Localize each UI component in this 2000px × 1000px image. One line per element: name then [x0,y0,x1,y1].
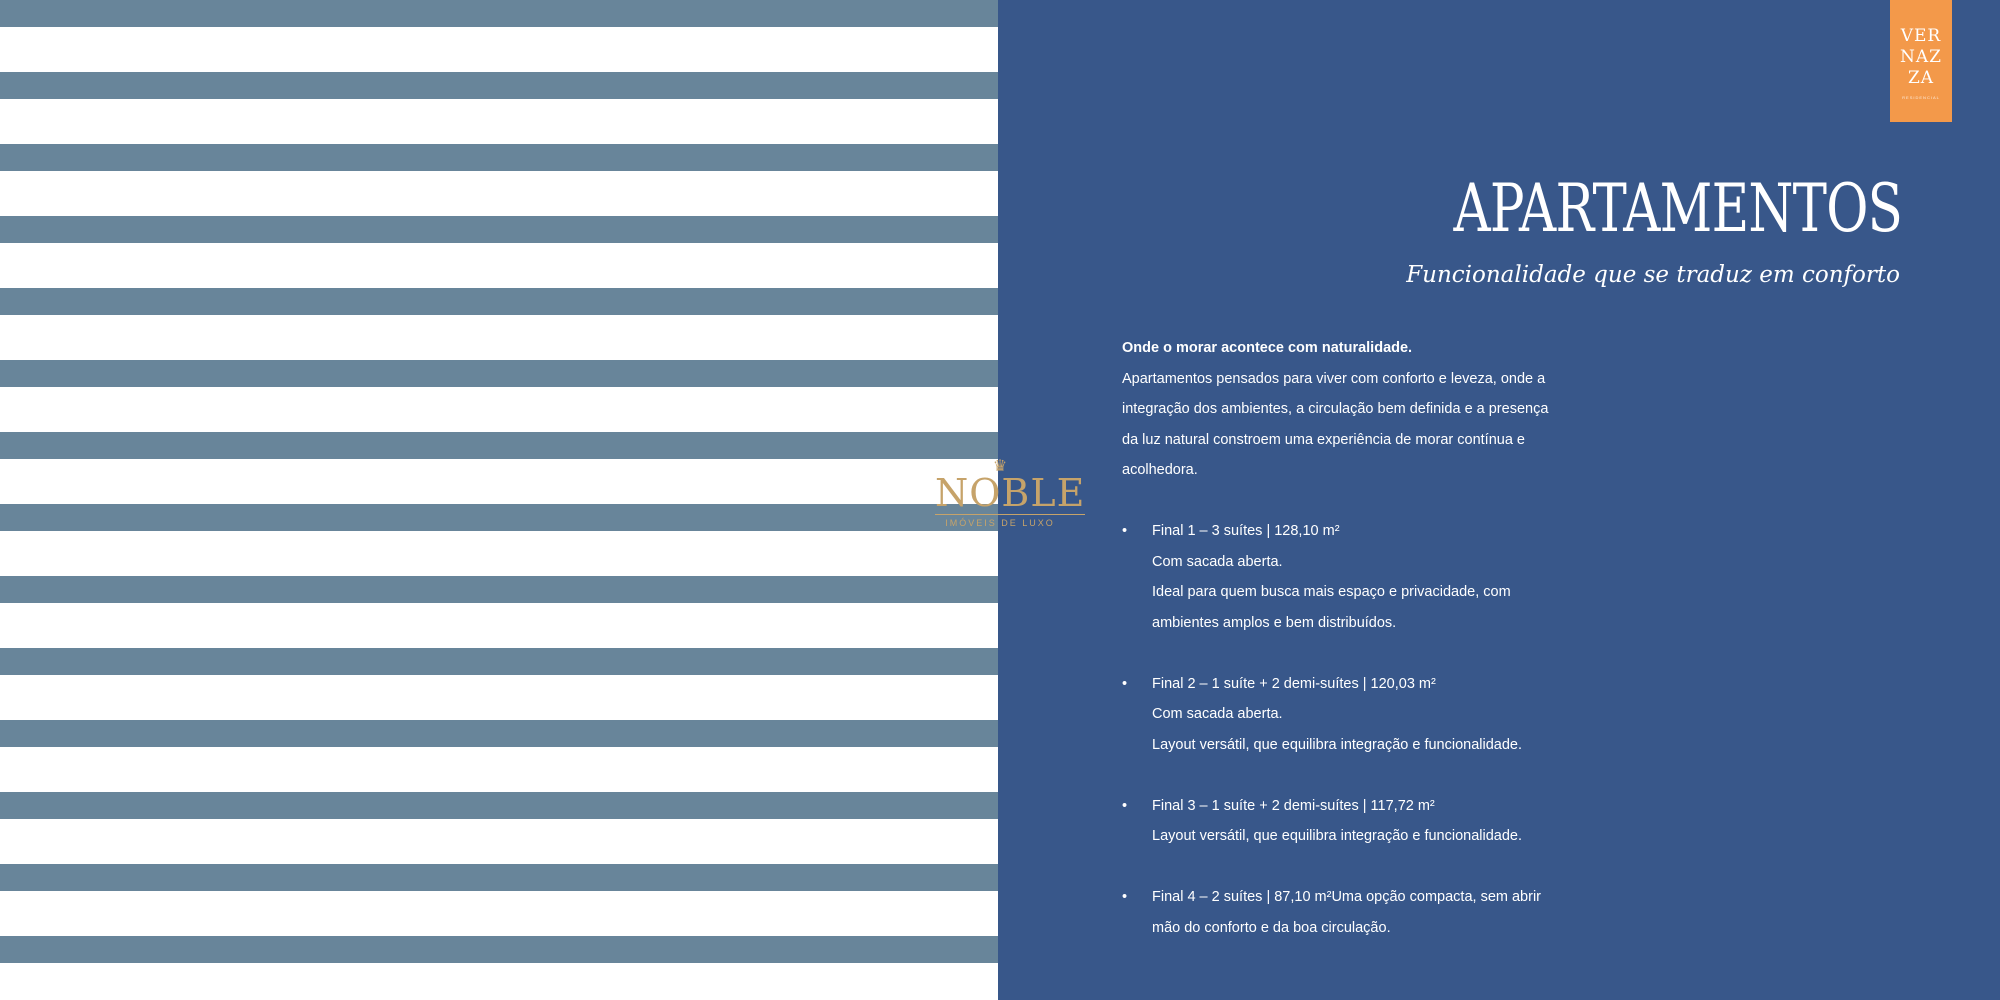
intro-lead: Onde o morar acontece com naturalidade. [1122,340,1413,356]
unit-item [1122,516,1562,638]
unit-detail: Layout versátil, que equilibra integração e funcionalidade. [1152,736,1522,753]
bullet-icon: • [1122,675,1128,692]
unit-heading: Final 1 – 3 suítes | 128,10 m² [1152,523,1340,539]
noble-name: NOBLE [935,471,1086,515]
unit-detail: Com sacada aberta. [1152,553,1283,570]
apartments-description [1122,333,1562,974]
intro-text: Apartamentos pensados para viver com conforto e leveza, onde a integração dos ambientes, a circulação bem definida e a presença da luz natural constroem uma experiência de morar contínua e acolhedora. [1122,370,1549,478]
logo-line: ZA [1907,68,1935,88]
logo-line: NAZ [1900,47,1942,67]
vernazza-logo [1890,0,1952,122]
units-list [1122,516,1562,943]
noble-logo [935,458,1086,528]
noble-tagline: IMÓVEIS DE LUXO [945,518,1055,528]
page-subtitle: Funcionalidade que se traduz em conforto [1406,262,1900,288]
unit-item [1122,669,1562,761]
unit-detail: Layout versátil, que equilibra integração e funcionalidade. [1152,828,1522,844]
page-title: APARTAMENTOS [1453,170,1902,247]
bullet-icon: • [1122,797,1128,814]
unit-heading: Final 4 – 2 suítes | 87,10 m²Uma opção compacta, sem abrir mão do conforto e da boa circulação. [1152,889,1541,936]
bullet-icon: • [1122,523,1128,539]
unit-item [1122,791,1562,852]
logo-subtitle: RESIDENCIAL [1902,95,1940,100]
striped-background [0,0,998,1000]
unit-heading: Final 3 – 1 suíte + 2 demi-suítes | 117,72 m² [1152,797,1435,814]
crown-icon: ♛ [992,458,1008,475]
unit-heading: Final 2 – 1 suíte + 2 demi-suítes | 120,03 m² [1152,675,1436,692]
unit-detail: Ideal para quem busca mais espaço e privacidade, com ambientes amplos e bem distribuídos. [1152,584,1511,631]
bullet-icon: • [1122,889,1128,905]
unit-item [1122,882,1562,943]
unit-detail: Com sacada aberta. [1152,706,1283,722]
logo-line: VER [1900,26,1942,46]
